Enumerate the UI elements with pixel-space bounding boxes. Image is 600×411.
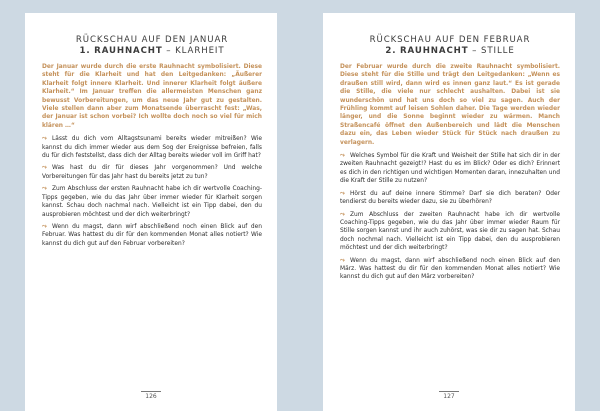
left-page-number-text: 126 — [141, 391, 160, 400]
left-heading-number: 1. — [79, 46, 91, 56]
left-question — [42, 223, 262, 248]
left-heading-subtitle — [42, 46, 262, 57]
right-heading-separator: – — [472, 46, 478, 56]
right-question — [340, 211, 560, 253]
left-question-text: Zum Abschluss der ersten Rauhnacht habe ich dir wertvolle Coaching-Tipps gegeben, wie du das Jahr über immer wieder für Klarheit sorgen kannst. Schau doch nachmal nach. Vielleicht ist ein Tipp dabei, den du ausprobieren möchtest und der dich weiterbringt? — [42, 186, 262, 218]
left-page-number — [25, 391, 277, 400]
arrow-icon: ⤳ — [42, 136, 47, 143]
left-heading-theme: KLARHEIT — [175, 46, 225, 56]
left-intro-paragraph: Der Januar wurde durch die erste Rauhnacht symbolisiert. Diese steht für die Klarheit und hat den Leitgedanken: „Äußerer Klarheit folgt innere Klarheit. Und innerer Klarheit folgt äußere Klarheit.“ Im Januar treffen die allermeisten Menschen ganz bewusst Vorbereitungen, um das neue Jahr gut zu gestalten. Viele stellen dann aber zum Monatsende überrascht fest: „Was, der Januar ist schon vorbei? Ich wollte doch noch so viel für mich klären …“ — [42, 64, 262, 129]
right-question-text: Zum Abschluss der zweiten Rauhnacht habe ich dir wertvolle Coaching-Tipps gegeben, wie du das Jahr über immer wieder Raum für Stille sorgen kannst und ihr auch zuhörst, was sie dir zu sagen hat. Schau doch nochmal nach. Vielleicht ist ein Tipp dabei, den du ausprobieren möchtest und der dich weiterbringt? — [340, 211, 560, 252]
left-question-text: Lässt du dich vom Alltagstsunami bereits wieder mitreißen? Wie kannst du dich immer wieder aus dem Sog der Ereignisse befreien, falls du für dich feststellst, dass dich der Alltag bereits wieder voll im Griff hat? — [42, 136, 262, 160]
arrow-icon: ⤳ — [42, 223, 47, 230]
right-heading-title: RÜCKSCHAU AUF DEN FEBRUAR — [369, 35, 531, 45]
left-question — [42, 164, 262, 181]
right-heading-theme: STILLE — [481, 46, 515, 56]
left-heading-separator: – — [166, 46, 172, 56]
left-question-text: Wenn du magst, dann wirf abschließend noch einen Blick auf den Februar. Was hattest du dir für den kommenden Monat alles notiert? Wie kannst du dich gut auf den Februar vorbereiten? — [42, 223, 262, 247]
arrow-icon: ⤳ — [340, 257, 345, 264]
left-page-heading — [42, 35, 262, 57]
arrow-icon: ⤳ — [340, 153, 345, 160]
left-page — [25, 13, 277, 411]
right-page — [323, 13, 575, 411]
right-intro-paragraph: Der Februar wurde durch die zweite Rauhnacht symbolisiert. Diese steht für die Stille und trägt den Leitgedanken: „Wenn es draußen still wird, dann wird es innen ganz laut.“ Es ist gerade die Stille, die viele nur schlecht aushalten. Dabei ist sie wunderschön und hat uns doch so viel zu sagen. Auch der Frühling kommt auf leisen Sohlen daher. Die Tage werden wieder länger, und die Sonne beginnt wieder zu wärmen. Manch Straßencafé öffnet den Außenbereich und lädt die Menschen dazu ein, das Leben wieder Stück für Stück nach draußen zu verlagern. — [340, 64, 560, 146]
arrow-icon: ⤳ — [340, 190, 345, 197]
left-question — [42, 185, 262, 219]
right-page-number-text: 127 — [439, 391, 458, 400]
right-heading-subtitle — [340, 46, 560, 57]
right-question-text: Welches Symbol für die Kraft und Weisheit der Stille hat sich dir in der zweiten Rauhnacht gezeigt!? Hast du es im Blick? Oder es dich? Erinnert es dich in den richtigen und wichtigen Momenten daran, innezuhalten und die Kraft der Stille zu nutzen? — [340, 153, 560, 185]
arrow-icon: ⤳ — [42, 186, 47, 193]
right-heading-rauhnacht: RAUHNACHT — [400, 46, 469, 56]
right-heading-number: 2. — [385, 46, 397, 56]
right-question — [340, 257, 560, 282]
left-question — [42, 135, 262, 160]
left-heading-rauhnacht: RAUHNACHT — [94, 46, 163, 56]
right-question-text: Wenn du magst, dann wirf abschließend noch einen Blick auf den März. Was hattest du dir für den kommenden Monat alles notiert? Wie kannst du dich gut auf den März vorbereiten? — [340, 257, 560, 281]
right-page-number — [323, 391, 575, 400]
right-question-text: Hörst du auf deine innere Stimme? Darf sie dich beraten? Oder tendierst du bereits wieder dazu, sie zu überhören? — [340, 190, 560, 206]
right-question — [340, 190, 560, 207]
arrow-icon: ⤳ — [42, 165, 47, 172]
left-question-text: Was hast du dir für dieses Jahr vorgenommen? Und welche Vorbereitungen für das Jahr hast du bereits jetzt zu tun? — [42, 165, 262, 180]
left-heading-title: RÜCKSCHAU AUF DEN JANUAR — [75, 35, 229, 45]
right-page-heading — [340, 35, 560, 57]
arrow-icon: ⤳ — [340, 211, 345, 218]
right-question — [340, 152, 560, 186]
